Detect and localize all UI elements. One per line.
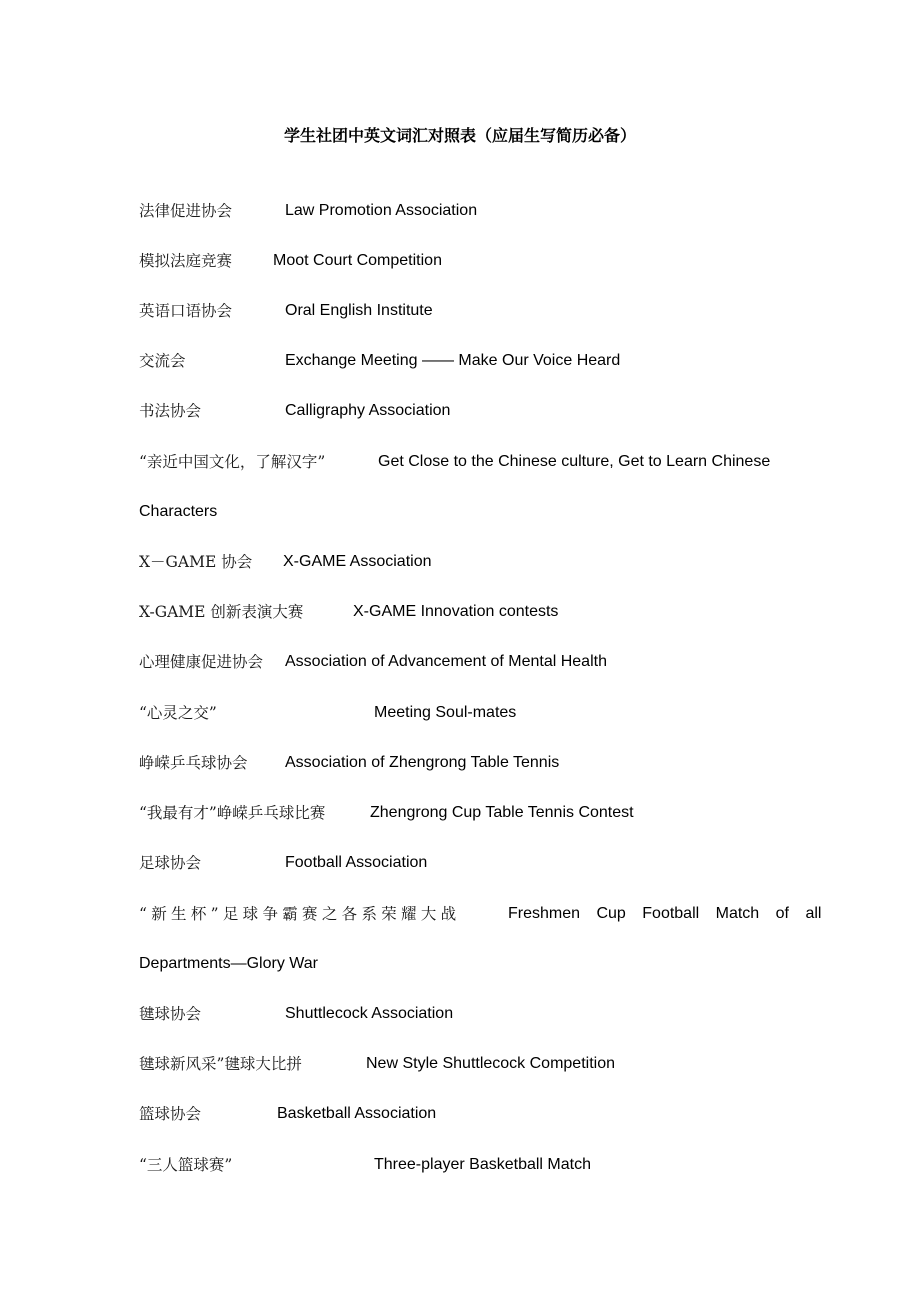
entry-chinese: 模拟法庭竞赛 <box>139 252 233 270</box>
entry-row <box>139 1102 839 1126</box>
entry-english: New Style Shuttlecock Competition <box>366 1055 615 1072</box>
entry-row <box>139 1002 839 1026</box>
entry-row <box>139 199 839 223</box>
entry-english-continued: Departments—Glory War <box>139 955 318 972</box>
entry-row <box>139 349 839 373</box>
entry-row <box>139 249 839 273</box>
entry-chinese: “我最有才”峥嵘乒乓球比赛 <box>139 804 326 822</box>
entry-english: Association of Zhengrong Table Tennis <box>285 754 560 771</box>
entry-chinese: 峥嵘乒乓球协会 <box>139 754 248 772</box>
entry-chinese: “三人篮球赛” <box>139 1156 233 1174</box>
entry-chinese: X-GAME 创新表演大赛 <box>139 603 304 621</box>
entry-english: Moot Court Competition <box>273 252 442 269</box>
entry-english-continued: Characters <box>139 503 218 520</box>
entry-row <box>139 851 839 875</box>
entry-chinese: 书法协会 <box>139 402 202 420</box>
entry-english: Shuttlecock Association <box>285 1005 454 1022</box>
entry-row <box>139 399 839 423</box>
entry-english: Exchange Meeting —— Make Our Voice Heard <box>285 352 621 369</box>
entry-english: Meeting Soul-mates <box>374 704 517 721</box>
entry-row <box>139 600 839 624</box>
entry-english: Get Close to the Chinese culture, Get to Learn Chinese <box>378 453 771 470</box>
entry-row <box>139 650 839 674</box>
entry-row <box>139 550 839 574</box>
entry-row <box>139 1052 839 1076</box>
entry-english: Oral English Institute <box>285 302 433 319</box>
entry-chinese: 足球协会 <box>139 854 202 872</box>
entry-chinese: “新生杯”足球争霸赛之各系荣耀大战 <box>139 905 461 923</box>
entry-row <box>139 701 839 725</box>
entry-english: Law Promotion Association <box>285 202 478 219</box>
document-title: 学生社团中英文词汇对照表（应届生写简历必备） <box>283 126 636 145</box>
entry-english: Zhengrong Cup Table Tennis Contest <box>370 804 634 821</box>
entry-chinese: 交流会 <box>139 352 186 370</box>
entry-row <box>139 1153 839 1177</box>
entry-chinese: “心灵之交” <box>139 704 217 722</box>
entry-english: Basketball Association <box>277 1105 437 1122</box>
entry-continuation <box>139 952 839 976</box>
entry-english: Calligraphy Association <box>285 402 451 419</box>
entry-chinese: 毽球新风采”毽球大比拼 <box>139 1055 302 1073</box>
entry-english: Football Association <box>285 854 428 871</box>
entry-chinese: 毽球协会 <box>139 1005 202 1023</box>
entry-row <box>139 450 839 474</box>
entry-row <box>139 902 822 926</box>
entry-chinese: 篮球协会 <box>139 1105 202 1123</box>
entry-chinese: X－GAME 协会 <box>139 553 253 571</box>
entry-continuation <box>139 500 839 524</box>
entry-english: Freshmen Cup Football Match of all <box>508 905 822 922</box>
entry-english: X-GAME Innovation contests <box>353 603 559 620</box>
entry-row <box>139 801 839 825</box>
entry-chinese: 英语口语协会 <box>139 302 233 320</box>
entry-english: Three-player Basketball Match <box>374 1156 591 1173</box>
entry-chinese: 法律促进协会 <box>139 202 233 220</box>
entry-chinese: “亲近中国文化，了解汉字” <box>139 453 326 471</box>
entry-english: X-GAME Association <box>283 553 432 570</box>
entry-chinese: 心理健康促进协会 <box>139 653 264 671</box>
entry-english: Association of Advancement of Mental Health <box>285 653 607 670</box>
entry-row <box>139 751 839 775</box>
entry-row <box>139 299 839 323</box>
